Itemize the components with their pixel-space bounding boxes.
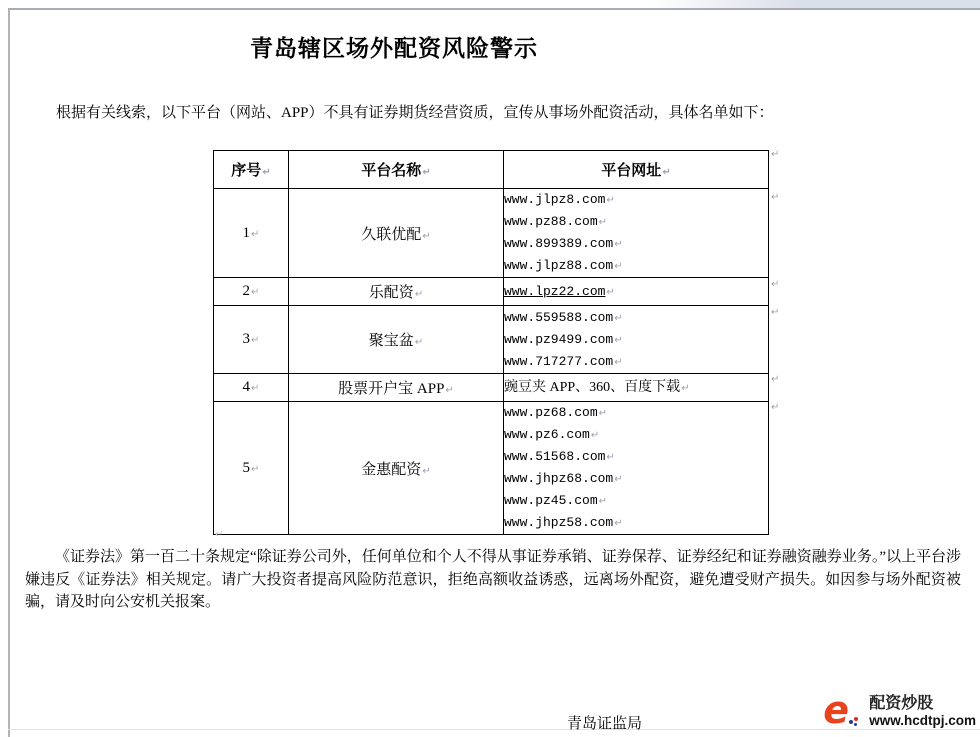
row-end-mark-icon: ↵ — [771, 374, 780, 385]
platform-name-cell: 股票开户宝 APP↵ — [289, 374, 504, 402]
platform-url: www.51568.com↵ — [504, 449, 615, 464]
paragraph-mark-icon: ↵ — [262, 167, 271, 178]
serial-number-cell: 1↵ — [214, 189, 289, 278]
platform-url-text: www.pz68.com — [504, 405, 598, 420]
row-end-mark-icon: ↵ — [771, 402, 780, 413]
platform-name-cell: 聚宝盆↵ — [289, 306, 504, 374]
platform-url-text: www.51568.com — [504, 449, 606, 464]
watermark-text — [869, 695, 976, 728]
site-watermark[interactable] — [823, 690, 976, 732]
platform-url: www.pz45.com↵ — [504, 493, 608, 508]
table-header-row — [214, 151, 769, 189]
page-border-left — [8, 8, 10, 737]
serial-number-cell: 2↵ — [214, 278, 289, 306]
watermark-url[interactable]: www.hcdtpj.com — [869, 712, 976, 728]
row-end-mark-icon: ↵ — [771, 192, 780, 203]
platform-url-text: www.559588.com — [504, 309, 614, 325]
serial-number-cell: 3↵ — [214, 306, 289, 374]
url-text: 豌豆夹 APP、360、百度下载↵ — [504, 379, 690, 395]
header-platform-name: 平台名称↵ — [289, 151, 504, 189]
platform-url-text: www.pz45.com — [504, 493, 598, 508]
platform-url-text: www.899389.com — [504, 236, 614, 251]
watermark-brand: 配资炒股 — [869, 694, 934, 712]
platform-url-text: www.jhpz68.com — [504, 471, 614, 486]
platform-url-text: www.pz88.com — [504, 214, 598, 229]
header-platform-url: 平台网址↵ — [504, 151, 769, 189]
platform-url-text: 豌豆夹 APP、360、百度下载 — [504, 379, 681, 395]
platform-url-text: www.717277.com — [504, 353, 614, 369]
platform-url: www.717277.com↵ — [504, 353, 623, 369]
platform-table-body — [214, 189, 769, 535]
platform-url: www.pz88.com↵ — [504, 214, 608, 229]
platform-name-cell: 金惠配资↵ — [289, 402, 504, 535]
platform-url-cell — [504, 278, 769, 306]
platform-url: www.pz6.com↵ — [504, 427, 600, 442]
table-row — [214, 278, 769, 306]
closing-paragraph: 《证券法》第一百二十条规定“除证券公司外，任何单位和个人不得从事证券承销、证券保荐、证券经纪和证券融资融券业务。”以上平台涉嫌违反《证券法》相关规定。请广大投资者提高风险防范意识，拒绝高额收益诱惑，远离场外配资，避免遭受财产损失。如因参与场外配资被骗，请及时向公安机关报案。 — [25, 549, 961, 610]
platform-url: www.pz9499.com↵ — [504, 331, 623, 347]
platform-url: www.559588.com↵ — [504, 309, 623, 325]
platform-url: www.jlpz88.com↵ — [504, 258, 623, 273]
table-row — [214, 306, 769, 374]
row-end-mark-icon: ↵ — [771, 307, 780, 318]
intro-paragraph: 根据有关线索，以下平台（网站、APP）不具有证券期货经营资质，宣传从事场外配资活动，具体名单如下： — [56, 105, 774, 121]
brand-e-logo-icon: e — [823, 690, 863, 732]
platform-url-text: www.pz6.com — [504, 427, 590, 442]
platform-url-text: www.jhpz58.com — [504, 515, 614, 530]
window-edge-strip — [650, 0, 980, 8]
platform-url-text: www.jlpz8.com — [504, 192, 606, 207]
after-table-paragraph-mark-icon: ↵ — [215, 529, 224, 540]
paragraph-mark-icon: ↵ — [662, 167, 671, 178]
platform-url-cell — [504, 189, 769, 278]
platform-name-cell: 乐配资↵ — [289, 278, 504, 306]
platform-url-text[interactable]: www.lpz22.com — [504, 283, 606, 299]
platform-url: www.jhpz68.com↵ — [504, 471, 623, 486]
table-row — [214, 189, 769, 278]
row-end-mark-icon: ↵ — [771, 149, 780, 160]
issuer-signature: 青岛证监局 — [567, 716, 643, 732]
platform-url-text: www.pz9499.com — [504, 331, 614, 347]
platform-name-cell: 久联优配↵ — [289, 189, 504, 278]
platform-table — [213, 150, 769, 535]
serial-number-cell: 4↵ — [214, 374, 289, 402]
platform-url-cell — [504, 402, 769, 535]
header-serial-number: 序号↵ — [214, 151, 289, 189]
paragraph-mark-icon: ↵ — [422, 167, 431, 178]
platform-url: www.jhpz58.com↵ — [504, 515, 623, 530]
table-row — [214, 374, 769, 402]
row-end-mark-icon: ↵ — [771, 279, 780, 290]
serial-number-cell: 5↵ — [214, 402, 289, 535]
table-row — [214, 402, 769, 535]
page-border-top — [8, 8, 980, 10]
platform-url: www.pz68.com↵ — [504, 405, 608, 420]
platform-url-cell — [504, 374, 769, 402]
platform-url: www.jlpz8.com↵ — [504, 192, 615, 207]
page-title: 青岛辖区场外配资风险警示 — [250, 35, 538, 61]
platform-url-text: www.jlpz88.com — [504, 258, 614, 273]
platform-url: www.lpz22.com↵ — [504, 283, 615, 299]
platform-url-cell — [504, 306, 769, 374]
platform-url: www.899389.com↵ — [504, 236, 623, 251]
